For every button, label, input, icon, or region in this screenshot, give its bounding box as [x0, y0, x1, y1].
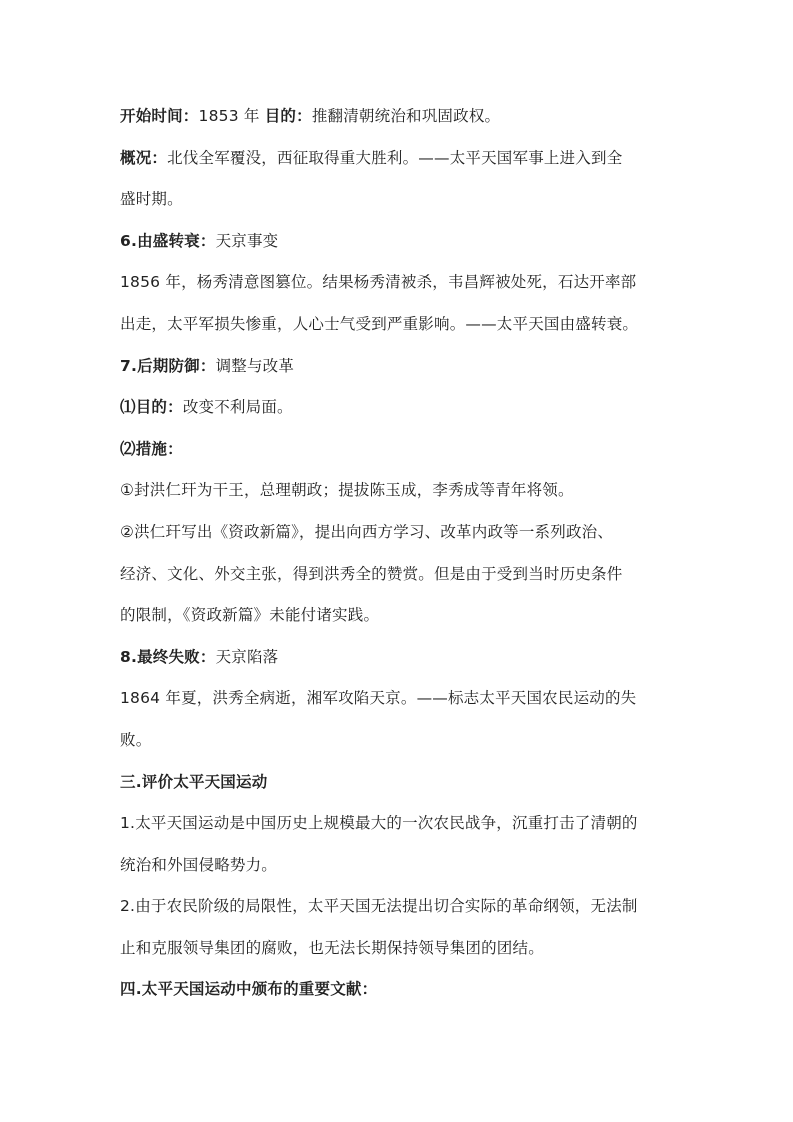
section-6-heading-line: [120, 221, 680, 263]
measure-1: ①封洪仁玕为干王，总理朝政；提拔陈玉成，李秀成等青年将领。: [120, 481, 574, 500]
section-7-heading: 7.后期防御：: [120, 356, 216, 375]
section-8-line-2: 败。: [120, 730, 152, 749]
section-7-title: 调整与改革: [215, 356, 295, 375]
section-8-title: 天京陷落: [215, 647, 279, 666]
start-time-value: 1853 年: [198, 107, 265, 125]
section-8-heading-line: [120, 637, 680, 679]
document-page: [120, 96, 680, 1011]
evaluation-point-1-line-2: 统治和外国侵略势力。: [120, 855, 278, 874]
section-6-heading: 6.由盛转衰：: [120, 231, 216, 250]
section-8-line-1: 1864 年夏，洪秀全病逝，湘军攻陷天京。——标志太平天国农民运动的失: [120, 689, 637, 708]
section-6-title: 天京事变: [215, 231, 279, 250]
documents-heading: 四.太平天国运动中颁布的重要文献：: [120, 980, 378, 999]
evaluation-heading-prefix: 三.: [120, 772, 142, 791]
overview-text: 北伐全军覆没，西征取得重大胜利。——太平天国军事上进入到全: [167, 148, 623, 167]
overview-line-2: 盛时期。: [120, 190, 183, 209]
measure-2-line-3: 的限制，《资政新篇》未能付诸实践。: [120, 606, 380, 625]
section-6-line-1: 1856 年，杨秀清意图篡位。结果杨秀清被杀，韦昌辉被处死，石达开率部: [120, 273, 637, 292]
evaluation-point-2-line-1: 2.由于农民阶级的局限性，太平天国无法提出切合实际的革命纲领，无法制: [120, 897, 638, 916]
purpose-value: 改变不利局面。: [182, 398, 293, 417]
section-8-heading: 8.最终失败：: [120, 647, 216, 666]
evaluation-point-2-line-2: 止和克服领导集团的腐败，也无法长期保持领导集团的团结。: [120, 938, 544, 957]
overview-label: 概况：: [120, 148, 168, 167]
section-7-purpose-line: [120, 387, 680, 429]
section-6-line-2: 出走，太平军损失惨重，人心士气受到严重影响。——太平天国由盛转衰。: [120, 314, 639, 333]
evaluation-point-1-line-1: 1.太平天国运动是中国历史上规模最大的一次农民战争，沉重打击了清朝的: [120, 814, 638, 833]
section-7-heading-line: [120, 346, 680, 388]
purpose-label: ⑴目的：: [120, 398, 183, 417]
measures-label: ⑵措施：: [120, 439, 183, 458]
measure-2-line-1: ②洪仁玕写出《资政新篇》，提出向西方学习、改革内政等一系列政治、: [120, 522, 614, 541]
evaluation-heading-line: [120, 762, 680, 804]
start-time-line: [120, 96, 680, 138]
overview-line-1: [120, 138, 680, 180]
measure-2-line-2: 经济、文化、外交主张，得到洪秀全的赞赏。但是由于受到当时历史条件: [120, 564, 623, 583]
goal-label: 目的：: [264, 107, 312, 125]
start-time-label: 开始时间：: [120, 107, 199, 125]
goal-value: 推翻清朝统治和巩固政权。: [311, 107, 501, 125]
evaluation-heading: 评价太平天国运动: [141, 772, 268, 791]
